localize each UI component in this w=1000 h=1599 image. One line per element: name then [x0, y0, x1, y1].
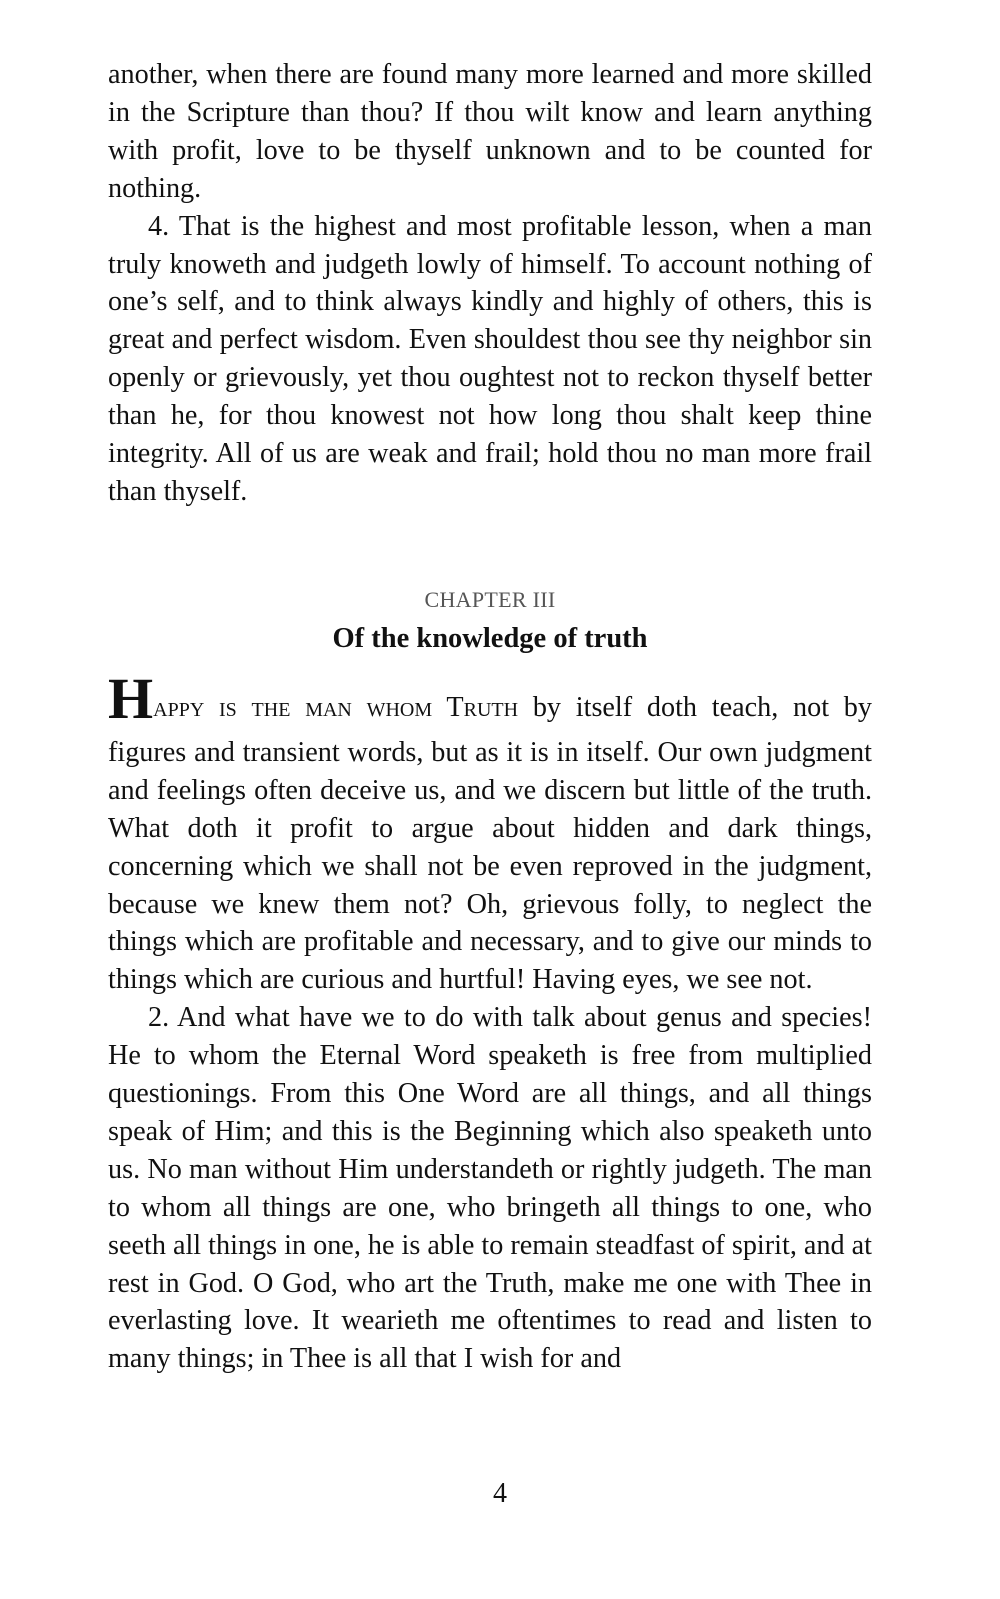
chapter-label: CHAPTER III [424, 586, 556, 612]
first-line-rest: by itself doth teach, not by [518, 691, 872, 723]
chapter-title: Of the knowledge of truth [332, 622, 648, 654]
paragraph-4: 4. That is the highest and most profitable lesson, when a man truly knoweth and judgeth lowly of himself. To account nothing of one’s self, and to think always kindly and highly of others, this is great and perfect wisdom. Even shouldest thou see thy neighbor sin openly or grievously, yet thou oughtest not to reckon thyself better than he, for thou knowest not how long thou shalt keep thine integrity. All of us are weak and frail; hold thou no man more frail than thyself. [108, 210, 872, 507]
drop-cap: H [108, 665, 154, 731]
continuation-paragraph: another, when there are found many more learned and more skilled in the Scripture than thou? If thou wilt know and learn anything with profit, love to be thyself unknown and to be counted for nothing. [108, 59, 872, 204]
small-caps-lead: appy is the man whom Truth [153, 691, 519, 723]
opening-body: figures and transient words, but as it is in itself. Our own judgment and feelings often deceive us, and we discern but little of the truth. What doth it profit to argue about hidden and dark things, concerning which we shall not be even reproved in the judgment, because we knew them not? Oh, grievous folly, to neglect the things which are profitable and necessary, and to give our minds to things which are curious and hurtful! Having eyes, we see not. [108, 736, 872, 996]
page-number: 4 [493, 1478, 507, 1509]
chapter-heading [108, 585, 872, 657]
chapter-opening-paragraph [108, 665, 872, 999]
page-body [108, 56, 872, 1378]
paragraph-2: 2. And what have we to do with talk about genus and species! He to whom the Eternal Word speaketh is free from multiplied questionings. From this One Word are all things, and all things speak of Him; and this is the Beginning which also speaketh unto us. No man without Him understandeth or rightly judgeth. The man to whom all things are one, who bringeth all things to one, who seeth all things in one, he is able to remain steadfast of spirit, and at rest in God. O God, who art the Truth, make me one with Thee in everlasting love. It wearieth me oftentimes to read and listen to many things; in Thee is all that I wish for and [108, 1002, 872, 1375]
opening-first-line [108, 665, 872, 734]
